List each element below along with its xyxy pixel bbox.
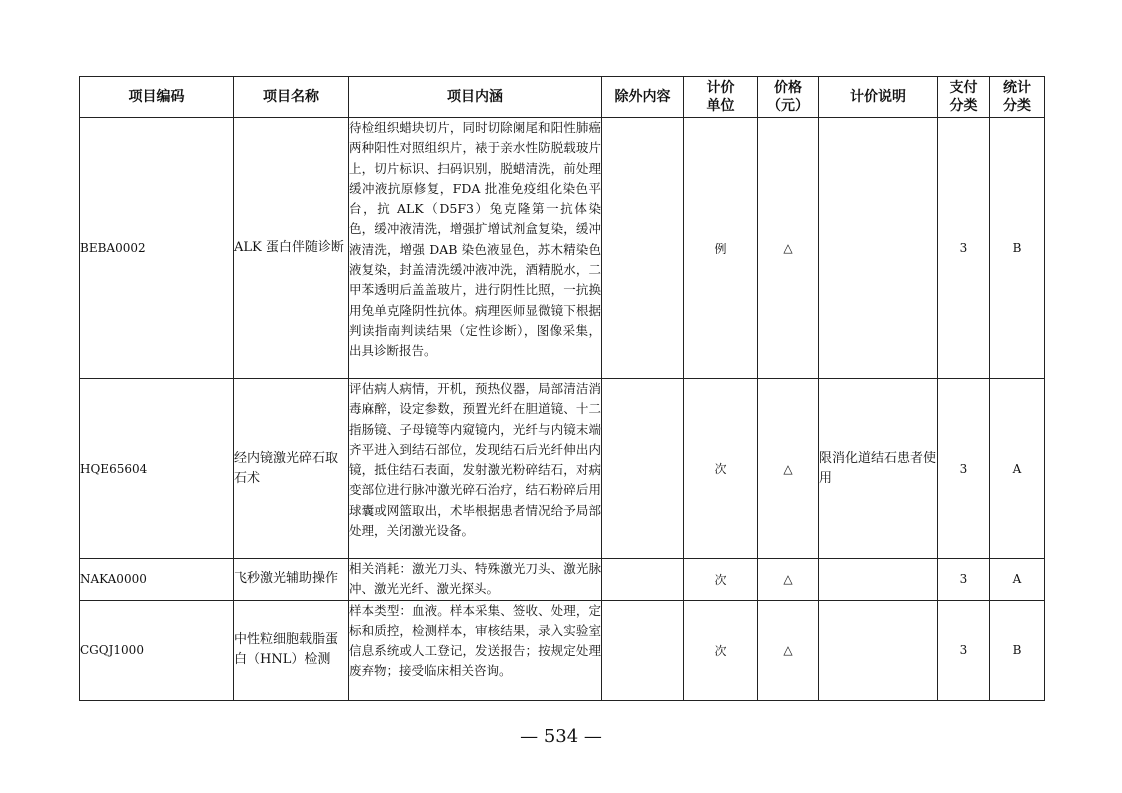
row-pay: 3 — [938, 600, 990, 700]
row-content: 评估病人病情，开机，预热仪器，局部清洁消毒麻醉，设定参数，预置光纤在胆道镜、十二指肠镜、子母镜等内窥镜内，光纤与内镜末端齐平进入到结石部位，发现结石后光纤伸出内镜，抵住结石表面，发射激光粉碎结石，对病变部位进行脉冲激光碎石治疗，结石粉碎后用球囊或网篮取出，术毕根据患者情况给予局部处理，关闭激光设备。 — [349, 379, 602, 559]
row-price: △ — [758, 118, 819, 379]
header-unit — [684, 77, 758, 118]
row-price: △ — [758, 559, 819, 601]
table-row — [80, 118, 1045, 379]
header-unit-line1: 计价 — [706, 80, 735, 96]
row-stat: A — [990, 379, 1045, 559]
row-unit: 次 — [684, 559, 758, 601]
row-unit: 例 — [684, 118, 758, 379]
row-stat: B — [990, 118, 1045, 379]
row-content: 相关消耗：激光刀头、特殊激光刀头、激光脉冲、激光光纤、激光探头。 — [349, 559, 602, 601]
pricing-table — [79, 76, 1045, 701]
row-price: △ — [758, 379, 819, 559]
row-code: CGQJ1000 — [80, 600, 234, 700]
row-stat: B — [990, 600, 1045, 700]
row-price: △ — [758, 600, 819, 700]
page-number: — 534 — — [520, 726, 602, 747]
row-exclude — [602, 559, 684, 601]
row-exclude — [602, 600, 684, 700]
header-stat-line2: 分类 — [1003, 98, 1031, 114]
row-pay: 3 — [938, 118, 990, 379]
row-unit: 次 — [684, 600, 758, 700]
header-price-line1: 价格 — [774, 80, 802, 96]
header-price-line2: （元） — [767, 98, 809, 114]
header-pay — [938, 77, 990, 118]
row-note: 限消化道结石患者使用 — [819, 379, 938, 559]
header-note: 计价说明 — [819, 77, 938, 118]
row-name: 经内镜激光碎石取石术 — [234, 379, 349, 559]
row-pay: 3 — [938, 379, 990, 559]
header-exclude: 除外内容 — [602, 77, 684, 118]
row-code: HQE65604 — [80, 379, 234, 559]
row-name: 飞秒激光辅助操作 — [234, 559, 349, 601]
row-note — [819, 559, 938, 601]
row-pay: 3 — [938, 559, 990, 601]
table-row — [80, 600, 1045, 700]
table-body — [80, 118, 1045, 701]
table-row — [80, 379, 1045, 559]
header-row — [80, 77, 1045, 118]
row-note — [819, 600, 938, 700]
header-stat — [990, 77, 1045, 118]
row-exclude — [602, 118, 684, 379]
header-code: 项目编码 — [80, 77, 234, 118]
row-content: 样本类型：血液。样本采集、签收、处理，定标和质控，检测样本，审核结果，录入实验室信息系统或人工登记，发送报告；按规定处理废弃物；接受临床相关咨询。 — [349, 600, 602, 700]
row-name: ALK 蛋白伴随诊断 — [234, 118, 349, 379]
header-name: 项目名称 — [234, 77, 349, 118]
row-code: BEBA0002 — [80, 118, 234, 379]
header-pay-line1: 支付 — [949, 80, 978, 96]
row-content: 待检组织蜡块切片，同时切除阑尾和阳性肺癌两种阳性对照组织片，裱于亲水性防脱载玻片上，切片标识、扫码识别，脱蜡清洗，前处理缓冲液抗原修复，FDA 批准免疫组化染色平台，抗 ALK（D5F3）兔克隆第一抗体染色，缓冲液清洗，增强扩增试剂盒复染，缓冲液清洗，增强 DAB 染色液显色，苏木精染色液复染，封盖清洗缓冲液冲洗，酒精脱水，二甲苯透明后盖盖玻片，进行阴性比照，一抗换用兔单克隆阴性抗体。病理医师显微镜下根据判读指南判读结果（定性诊断），图像采集，出具诊断报告。 — [349, 118, 602, 379]
row-stat: A — [990, 559, 1045, 601]
row-unit: 次 — [684, 379, 758, 559]
header-unit-line2: 单位 — [706, 98, 735, 114]
table-row — [80, 559, 1045, 601]
header-price — [758, 77, 819, 118]
header-stat-line1: 统计 — [1003, 80, 1031, 96]
row-exclude — [602, 379, 684, 559]
row-code: NAKA0000 — [80, 559, 234, 601]
header-pay-line2: 分类 — [949, 98, 978, 114]
table-header — [80, 77, 1045, 118]
row-note — [819, 118, 938, 379]
header-content: 项目内涵 — [349, 77, 602, 118]
row-name: 中性粒细胞载脂蛋白（HNL）检测 — [234, 600, 349, 700]
